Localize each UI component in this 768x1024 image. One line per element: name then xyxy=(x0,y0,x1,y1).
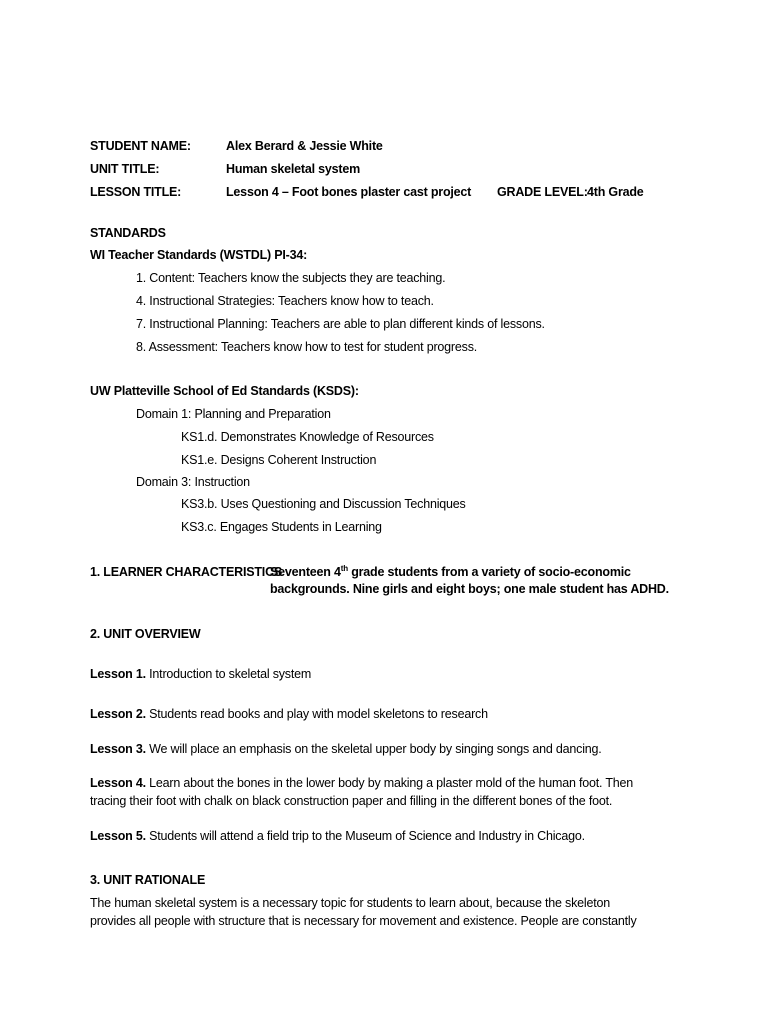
learner-heading: 1. LEARNER CHARACTERISTICS xyxy=(90,565,283,579)
wi-standard-item: 8. Assessment: Teachers know how to test for student progress. xyxy=(136,340,478,354)
lesson-item: Lesson 4. Learn about the bones in the lower body by making a plaster mold of the human foot. Then xyxy=(90,776,634,790)
lesson-item: Lesson 5. Students will attend a field trip to the Museum of Science and Industry in Chicago. xyxy=(90,829,585,843)
lesson-title-label: LESSON TITLE: xyxy=(90,185,182,199)
grade-level-value: 4th Grade xyxy=(587,185,644,199)
domain-3-item: KS3.b. Uses Questioning and Discussion Techniques xyxy=(181,497,466,511)
domain-1-item: KS1.e. Designs Coherent Instruction xyxy=(181,453,377,467)
standards-heading: STANDARDS xyxy=(90,226,166,240)
learner-text-line-2: backgrounds. Nine girls and eight boys; one male student has ADHD. xyxy=(270,582,669,596)
wi-standards-heading: WI Teacher Standards (WSTDL) PI-34: xyxy=(90,248,308,262)
wi-standard-item: 1. Content: Teachers know the subjects they are teaching. xyxy=(136,271,446,285)
uw-standards-heading: UW Platteville School of Ed Standards (KSDS): xyxy=(90,384,359,398)
domain-1-item: KS1.d. Demonstrates Knowledge of Resources xyxy=(181,430,434,444)
rationale-heading: 3. UNIT RATIONALE xyxy=(90,873,206,887)
wi-standard-item: 4. Instructional Strategies: Teachers know how to teach. xyxy=(136,294,434,308)
domain-3-heading: Domain 3: Instruction xyxy=(136,475,250,489)
domain-3-item: KS3.c. Engages Students in Learning xyxy=(181,520,382,534)
student-name-label: STUDENT NAME: xyxy=(90,139,191,153)
learner-text-line-1: Seventeen 4th grade students from a variety of socio-economic xyxy=(270,563,631,579)
lesson-item: Lesson 1. Introduction to skeletal system xyxy=(90,667,312,681)
student-name-value: Alex Berard & Jessie White xyxy=(226,139,383,153)
unit-title-value: Human skeletal system xyxy=(226,162,361,176)
rationale-text-line-1: The human skeletal system is a necessary topic for students to learn about, because the skeleton xyxy=(90,896,610,910)
unit-title-label: UNIT TITLE: xyxy=(90,162,160,176)
domain-1-heading: Domain 1: Planning and Preparation xyxy=(136,407,331,421)
lesson-item-continuation: tracing their foot with chalk on black construction paper and filling in the different bones of the foot. xyxy=(90,794,613,808)
overview-heading: 2. UNIT OVERVIEW xyxy=(90,627,201,641)
lesson-item: Lesson 2. Students read books and play with model skeletons to research xyxy=(90,707,488,721)
lesson-title-value: Lesson 4 – Foot bones plaster cast project xyxy=(226,185,472,199)
grade-level-label: GRADE LEVEL: xyxy=(497,185,588,199)
rationale-text-line-2: provides all people with structure that is necessary for movement and existence. People are constantly xyxy=(90,914,637,928)
lesson-item: Lesson 3. We will place an emphasis on the skeletal upper body by singing songs and dancing. xyxy=(90,742,602,756)
wi-standard-item: 7. Instructional Planning: Teachers are able to plan different kinds of lessons. xyxy=(136,317,545,331)
